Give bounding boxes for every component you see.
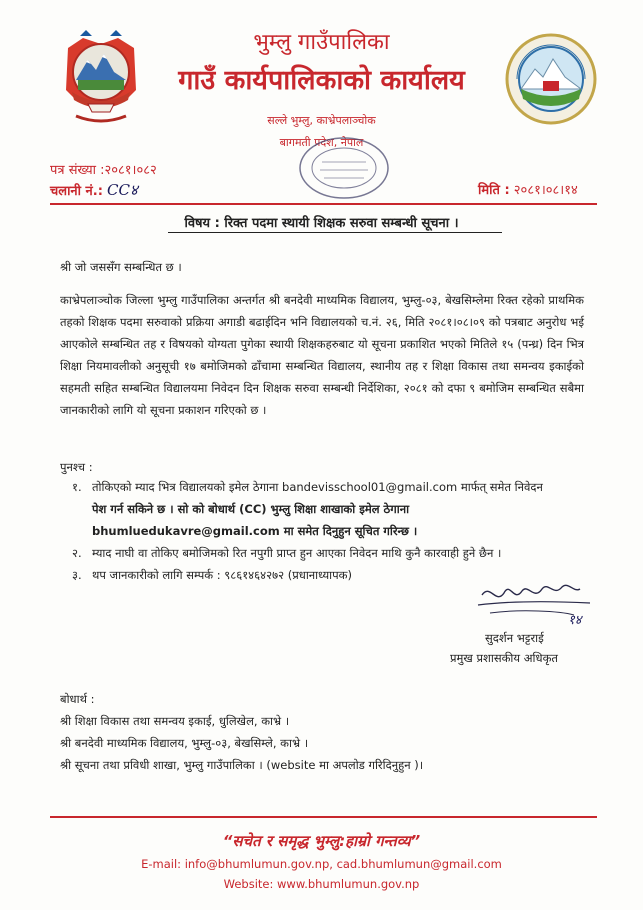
letter-date-label: मिति :	[478, 183, 510, 198]
postscript-item2: म्याद नाघी वा तोकिए बमोजिमको रित नपुगी प्राप्त हुन आएका निवेदन माथि कुनै कारवाही हुने छैन ।	[92, 546, 502, 560]
address-line-1: सल्ले भुम्लु, काभ्रेपलाञ्चोक	[267, 114, 376, 127]
footer-website: Website: www.bhumlumun.gov.np	[223, 877, 420, 891]
postscript-item1-line3: bhumluedukavre@gmail.com मा समेत दिनुहुन सूचित गरिन्छ ।	[92, 524, 418, 538]
signature-date: १४	[568, 613, 582, 628]
postscript-item1-line1: तोकिएको म्याद भित्र विद्यालयको इमेल ठेगाना bandevisschool01@gmail.com मार्फत् समेत निवेदन	[92, 480, 543, 494]
letter-number-label: पत्र संख्या :	[50, 163, 105, 178]
dispatch-number	[50, 180, 138, 200]
postscript-heading: पुनश्च :	[60, 460, 93, 474]
footer-divider	[50, 816, 597, 818]
body-paragraph: काभ्रेपलाञ्चोक जिल्ला भुम्लु गाउँपालिका अन्तर्गत श्री बनदेवी माध्यमिक विद्यालय, भुम्लु-०३, बेखसिम्लेमा रिक्त रहेको प्राथमिक तहको शिक्षक पदमा सरुवाको प्रक्रिया अगाडी बढाईदिन भनि विद्यालयको च.नं. २६, मिति २०८१।०८।०९ को पत्रबाट अनुरोध भई आएकोले सम्बन्धित तह र विषयको योग्यता पुगेका स्थायी शिक्षकहरुबाट यो सूचना प्रकाशित भएको मितिले १५ (पन्ध्र) दिन भित्र शिक्षा नियमावलीको अनुसूची १७ बमोजिमको ढाँचामा सम्बन्धित विद्यालय, स्थानीय तह र शिक्षा विकास तथा समन्वय इकाईको सहमती सहित सम्बन्धित विद्यालयमा निवेदन दिन शिक्षक सरुवा सम्बन्धी निर्देशिका, २०८१ को दफा ९ बमोजिम सम्बन्धित सबैमा जानकारीको लागि यो सूचना प्रकाशन गरिएको छ ।	[60, 293, 584, 417]
footer-email: E-mail: info@bhumlumun.gov.np, cad.bhumlumun@gmail.com	[141, 857, 502, 871]
header-divider	[50, 203, 597, 205]
subject-underline	[168, 232, 502, 233]
footer-motto: “सचेत र समृद्ध भुम्लु:हाम्रो गन्तव्य”	[222, 832, 421, 850]
letter-number-value: २०८१।०८२	[104, 163, 157, 178]
dispatch-number-label: चलानी नं.:	[50, 184, 103, 199]
dispatch-number-value: CC४	[107, 181, 138, 199]
cc-line-1: श्री शिक्षा विकास तथा समन्वय इकाई, धुलिखेल, काभ्रे ।	[60, 714, 290, 728]
cc-line-2: श्री बनदेवी माध्यमिक विद्यालय, भुम्लु-०३, बेखसिम्ले, काभ्रे ।	[60, 736, 309, 750]
postscript-item1-number: १.	[72, 480, 82, 494]
letter-date-value: २०८१।०८।१४	[513, 183, 578, 198]
letter-number	[50, 160, 157, 178]
municipality-name: भुम्लु गाउँपालिका	[253, 30, 390, 55]
postscript-item3-number: ३.	[72, 568, 82, 582]
address-line-2: बागमती प्रदेश, नेपाल	[279, 136, 364, 149]
office-title: गाउँ कार्यपालिकाको कार्यालय	[178, 65, 465, 96]
subject-line: विषय : रिक्त पदमा स्थायी शिक्षक सरुवा सम्बन्धी सूचना ।	[184, 216, 459, 231]
postscript-item3: थप जानकारीको लागि सम्पर्क : ९८६१४६४२७२ (प्रधानाध्यापक)	[92, 568, 352, 582]
postscript-item2-number: २.	[72, 546, 82, 560]
signatory-designation: प्रमुख प्रशासकीय अधिकृत	[450, 651, 558, 665]
signatory-name: सुदर्शन भट्टराई	[485, 631, 544, 645]
cc-line-3: श्री सूचना तथा प्रविधी शाखा, भुम्लु गाउँपालिका । (website मा अपलोड गरिदिनुहुन )।	[60, 758, 424, 772]
office-stamp-icon	[296, 132, 392, 204]
cc-heading: बोधार्थ :	[60, 692, 95, 706]
salutation: श्री जो जससँग सम्बन्धित छ ।	[60, 260, 182, 274]
postscript-item1-line2: पेश गर्न सकिने छ । सो को बोधार्थ (CC) भुम्लु शिक्षा शाखाको इमेल ठेगाना	[92, 502, 410, 516]
letter-date	[478, 180, 578, 198]
